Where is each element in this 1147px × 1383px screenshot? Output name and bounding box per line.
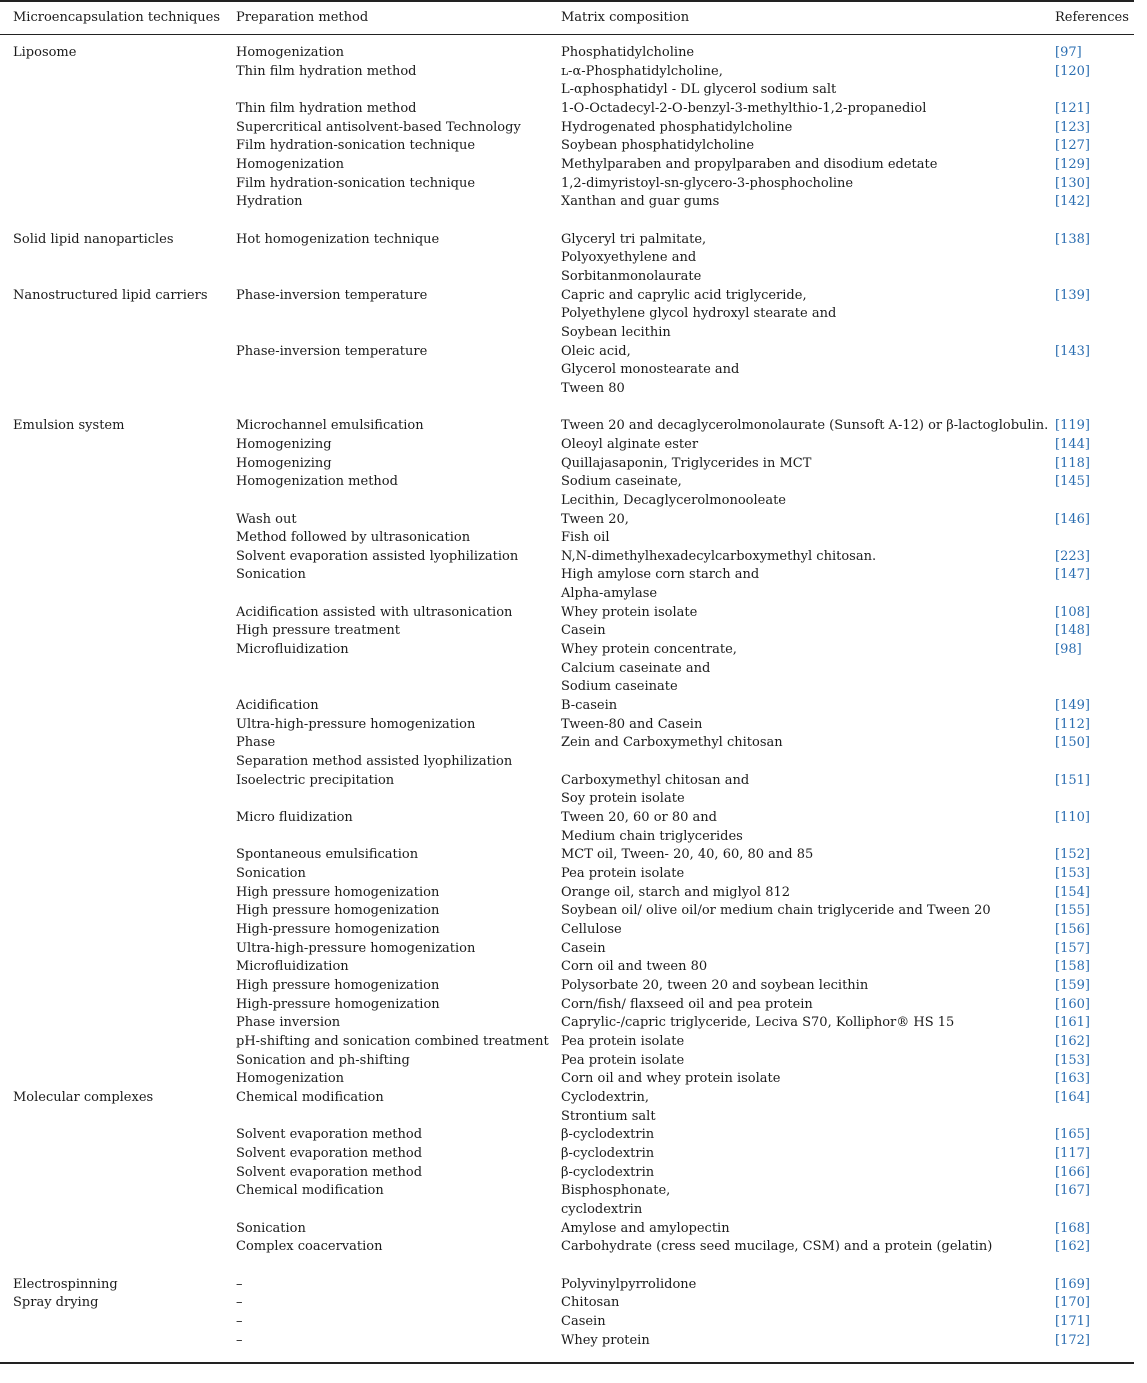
header-technique: Microencapsulation techniques [13,10,221,25]
reference-link[interactable]: [120] [1055,63,1090,79]
reference-link[interactable]: [147] [1055,567,1090,583]
method-cell: Sonication and ph-shifting [236,1052,410,1068]
table-header-rule [0,34,1134,35]
reference-link[interactable]: [121] [1055,100,1090,116]
reference-link[interactable]: [129] [1055,156,1090,172]
matrix-cell: B-casein [561,698,618,714]
reference-link[interactable]: [159] [1055,978,1090,993]
method-cell: Method followed by ultrasonication [236,530,471,546]
reference-link[interactable]: [144] [1055,436,1090,452]
matrix-cell: Pea protein isolate [561,1033,685,1049]
matrix-cell: Soybean lecithin [561,324,671,340]
matrix-cell: 1-O-Octadecyl-2-O-benzyl-3-methylthio-1,2-propanediol [561,100,927,116]
matrix-cell: ʟ-α-Phosphatidylcholine, [561,63,723,79]
reference-link[interactable]: [151] [1055,772,1090,788]
matrix-cell: Polyoxyethylene and [561,250,697,266]
matrix-cell: Xanthan and guar gums [561,194,720,210]
matrix-cell: Cyclodextrin, [561,1089,650,1105]
header-matrix-composition: Matrix composition [561,10,690,25]
matrix-cell: Tween 20, 60 or 80 and [561,810,717,826]
method-cell: High pressure homogenization [236,884,440,900]
matrix-cell: Carboxymethyl chitosan and [561,772,750,788]
reference-link[interactable]: [158] [1055,959,1090,975]
method-cell: – [236,1295,243,1311]
method-cell: Solvent evaporation assisted lyophilization [236,548,519,564]
matrix-cell: Tween 20, [561,511,629,527]
method-cell: Chemical modification [236,1089,384,1105]
reference-link[interactable]: [153] [1055,866,1090,882]
method-cell: Solvent evaporation method [236,1164,423,1180]
matrix-cell: Zein and Carboxymethyl chitosan [561,735,783,751]
method-cell: Thin film hydration method [236,63,417,79]
matrix-cell: β-cyclodextrin [561,1164,655,1180]
reference-link[interactable]: [108] [1055,604,1090,620]
method-cell: Solvent evaporation method [236,1145,423,1161]
matrix-cell: Pea protein isolate [561,866,685,882]
method-cell: – [236,1332,243,1348]
reference-link[interactable]: [157] [1055,940,1090,956]
method-cell: Homogenization [236,156,345,172]
reference-link[interactable]: [166] [1055,1164,1090,1180]
matrix-cell: Glyceryl tri palmitate, [561,231,707,247]
technique-cell: Emulsion system [13,418,125,434]
matrix-cell: Casein [561,623,606,639]
technique-cell: Nanostructured lipid carriers [13,287,208,303]
reference-link[interactable]: [165] [1055,1127,1090,1143]
matrix-cell: Whey protein concentrate, [561,642,737,658]
method-cell: High-pressure homogenization [236,996,440,1012]
reference-link[interactable]: [156] [1055,922,1090,938]
method-cell: Hot homogenization technique [236,231,440,247]
reference-link[interactable]: [149] [1055,698,1090,714]
matrix-cell: Lecithin, Decaglycerolmonooleate [561,492,786,508]
method-cell: Isoelectric precipitation [236,772,395,788]
matrix-cell: Alpha-amylase [561,586,658,602]
matrix-cell: Methylparaben and propylparaben and disodium edetate [561,156,938,172]
matrix-cell: Tween 20 and decaglycerolmonolaurate (Sunsoft A-12) or β-lactoglobulin. [561,418,1049,434]
table-bottom-rule [0,1362,1134,1364]
reference-link[interactable]: [112] [1055,716,1090,732]
matrix-cell: Soy protein isolate [561,791,685,807]
reference-link[interactable]: [148] [1055,623,1090,639]
method-cell: Supercritical antisolvent-based Technology [236,119,521,135]
reference-link[interactable]: [139] [1055,287,1090,303]
method-cell: Ultra-high-pressure homogenization [236,940,476,956]
matrix-cell: Casein [561,940,606,956]
reference-link[interactable]: [154] [1055,884,1090,900]
method-cell: Hydration [236,194,303,210]
technique-cell: Electrospinning [13,1276,118,1292]
matrix-cell: Soybean phosphatidylcholine [561,138,755,154]
method-cell: High-pressure homogenization [236,922,440,938]
technique-cell: Molecular complexes [13,1089,154,1105]
matrix-cell: MCT oil, Tween- 20, 40, 60, 80 and 85 [561,847,814,863]
method-cell: Separation method assisted lyophilization [236,754,513,770]
method-cell: Microfluidization [236,642,349,658]
method-cell: Homogenization [236,45,345,60]
header-references: References [1055,10,1129,25]
method-cell: Sonication [236,866,306,882]
matrix-cell: Polyethylene glycol hydroxyl stearate and [561,306,837,322]
reference-link[interactable]: [152] [1055,847,1090,863]
matrix-cell: 1,2-dimyristoyl-sn-glycero-3-phosphocholine [561,175,854,191]
matrix-cell: L-αphosphatidyl - DL glycerol sodium salt [561,82,837,98]
method-cell: Complex coacervation [236,1239,383,1255]
matrix-cell: Carbohydrate (cress seed mucilage, CSM) and a protein (gelatin) [561,1239,993,1255]
reference-link[interactable]: [127] [1055,138,1090,154]
method-cell: Phase-inversion temperature [236,343,428,359]
reference-link[interactable]: [164] [1055,1089,1090,1105]
reference-link[interactable]: [130] [1055,175,1090,191]
matrix-cell: Casein [561,1313,606,1329]
method-cell: High pressure treatment [236,623,401,639]
matrix-cell: Tween 80 [561,380,625,396]
method-cell: Film hydration-sonication technique [236,138,476,154]
method-cell: Thin film hydration method [236,100,417,116]
method-cell: Solvent evaporation method [236,1127,423,1143]
matrix-cell: Corn oil and tween 80 [561,959,708,975]
reference-link[interactable]: [170] [1055,1295,1090,1311]
matrix-cell: Chitosan [561,1295,620,1311]
reference-link[interactable]: [167] [1055,1183,1090,1199]
matrix-cell: Quillajasaponin, Triglycerides in MCT [561,455,812,471]
method-cell: Wash out [236,511,297,527]
method-cell: High pressure homogenization [236,903,440,919]
matrix-cell: Medium chain triglycerides [561,828,743,844]
reference-link[interactable]: [146] [1055,511,1090,527]
reference-link[interactable]: [145] [1055,474,1090,490]
matrix-cell: Amylose and amylopectin [561,1220,730,1236]
reference-link[interactable]: [110] [1055,810,1090,826]
reference-link[interactable]: [172] [1055,1332,1090,1348]
matrix-cell: Sodium caseinate, [561,474,682,490]
matrix-cell: N,N-dimethylhexadecylcarboxymethyl chitosan. [561,548,877,564]
method-cell: Chemical modification [236,1183,384,1199]
matrix-cell: Tween-80 and Casein [561,716,703,732]
method-cell: – [236,1276,243,1292]
method-cell: Sonication [236,567,306,583]
method-cell: Homogenization [236,1071,345,1087]
technique-cell: Spray drying [13,1295,99,1311]
matrix-cell: Polysorbate 20, tween 20 and soybean lecithin [561,978,869,993]
reference-link[interactable]: [118] [1055,455,1090,471]
matrix-cell: Whey protein [561,1332,650,1348]
matrix-cell: Corn/fish/ flaxseed oil and pea protein [561,996,813,1012]
matrix-cell: Bisphosphonate, [561,1183,671,1199]
reference-link[interactable]: [142] [1055,194,1090,210]
method-cell: – [236,1313,243,1329]
matrix-cell: Glycerol monostearate and [561,362,740,378]
matrix-cell: Strontium salt [561,1108,656,1124]
method-cell: Phase inversion [236,1015,341,1031]
matrix-cell: Whey protein isolate [561,604,698,620]
reference-link[interactable]: [123] [1055,119,1090,135]
method-cell: Microfluidization [236,959,349,975]
reference-link[interactable]: [143] [1055,343,1090,359]
matrix-cell: Pea protein isolate [561,1052,685,1068]
matrix-cell: β-cyclodextrin [561,1127,655,1143]
matrix-cell: Polyvinylpyrrolidone [561,1276,697,1292]
table-top-rule [0,0,1134,2]
reference-link[interactable]: [163] [1055,1071,1090,1087]
reference-link[interactable]: [171] [1055,1313,1090,1329]
matrix-cell: Hydrogenated phosphatidylcholine [561,119,793,135]
method-cell: Phase [236,735,276,751]
reference-link[interactable]: [168] [1055,1220,1090,1236]
method-cell: Ultra-high-pressure homogenization [236,716,476,732]
matrix-cell: Calcium caseinate and [561,660,711,676]
reference-link[interactable]: [98] [1055,642,1082,658]
matrix-cell: β-cyclodextrin [561,1145,655,1161]
matrix-cell: Sodium caseinate [561,679,678,695]
reference-link[interactable]: [162] [1055,1033,1090,1049]
matrix-cell: Phosphatidylcholine [561,45,695,60]
reference-link[interactable]: [97] [1055,45,1082,60]
reference-link[interactable]: [169] [1055,1276,1090,1292]
reference-link[interactable]: [117] [1055,1145,1090,1161]
matrix-cell: Cellulose [561,922,622,938]
matrix-cell: Sorbitanmonolaurate [561,268,702,284]
matrix-cell: Corn oil and whey protein isolate [561,1071,781,1087]
method-cell: Homogenization method [236,474,398,490]
reference-link[interactable]: [119] [1055,418,1090,434]
method-cell: pH-shifting and sonication combined treatment [236,1033,549,1049]
method-cell: Microchannel emulsification [236,418,424,434]
method-cell: Sonication [236,1220,306,1236]
reference-link[interactable]: [155] [1055,903,1090,919]
reference-link[interactable]: [138] [1055,231,1090,247]
matrix-cell: Capric and caprylic acid triglyceride, [561,287,807,303]
header-preparation-method: Preparation method [236,10,369,25]
method-cell: High pressure homogenization [236,978,440,993]
method-cell: Micro fluidization [236,810,353,826]
method-cell: Homogenizing [236,455,332,471]
method-cell: Phase-inversion temperature [236,287,428,303]
matrix-cell: Oleic acid, [561,343,631,359]
matrix-cell: Orange oil, starch and miglyol 812 [561,884,791,900]
reference-link[interactable]: [223] [1055,548,1090,564]
method-cell: Film hydration-sonication technique [236,175,476,191]
method-cell: Acidification [236,698,319,714]
method-cell: Acidification assisted with ultrasonication [236,604,513,620]
matrix-cell: Caprylic-/capric triglyceride, Leciva S70, Kolliphor® HS 15 [561,1015,955,1031]
reference-link[interactable]: [150] [1055,735,1090,751]
reference-link[interactable]: [160] [1055,996,1090,1012]
method-cell: Spontaneous emulsification [236,847,419,863]
matrix-cell: Oleoyl alginate ester [561,436,699,452]
reference-link[interactable]: [161] [1055,1015,1090,1031]
matrix-cell: Fish oil [561,530,610,546]
matrix-cell: High amylose corn starch and [561,567,760,583]
reference-link[interactable]: [153] [1055,1052,1090,1068]
technique-cell: Solid lipid nanoparticles [13,231,174,247]
matrix-cell: Soybean oil/ olive oil/or medium chain triglyceride and Tween 20 [561,903,991,919]
method-cell: Homogenizing [236,436,332,452]
matrix-cell: cyclodextrin [561,1201,643,1217]
reference-link[interactable]: [162] [1055,1239,1090,1255]
technique-cell: Liposome [13,45,77,60]
